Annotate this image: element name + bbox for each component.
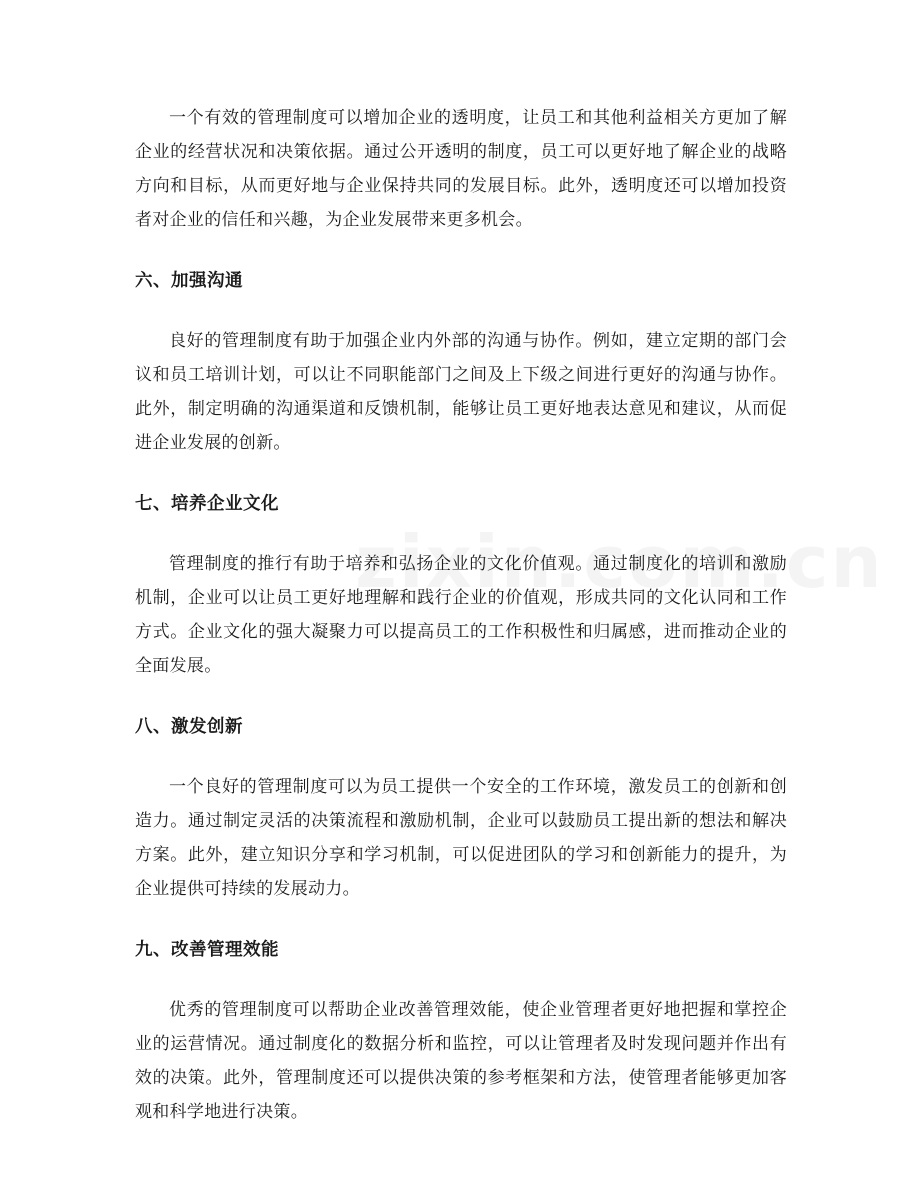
document-page (135, 101, 787, 1129)
section-paragraph-communication: 良好的管理制度有助于加强企业内外部的沟通与协作。例如，建立定期的部门会议和员工培训计划，可以让不同职能部门之间及上下级之间进行更好的沟通与协作。此外，制定明确的沟通渠道和反馈机制，能够让员工更好地表达意见和建议，从而促进企业发展的创新。 (135, 331, 787, 453)
section-heading-culture: 七、培养企业文化 (135, 494, 279, 514)
section-paragraph-innovation: 一个良好的管理制度可以为员工提供一个安全的工作环境，激发员工的创新和创造力。通过制定灵活的决策流程和激励机制，企业可以鼓励员工提出新的想法和解决方案。此外，建立知识分享和学习机制，可以促进团队的学习和创新能力的提升，为企业提供可持续的发展动力。 (135, 777, 787, 899)
section-heading-innovation: 八、激发创新 (135, 717, 243, 737)
intro-paragraph: 一个有效的管理制度可以增加企业的透明度，让员工和其他利益相关方更加了解企业的经营状况和决策依据。通过公开透明的制度，员工可以更好地了解企业的战略方向和目标，从而更好地与企业保持共同的发展目标。此外，透明度还可以增加投资者对企业的信任和兴趣，为企业发展带来更多机会。 (135, 108, 787, 230)
section-paragraph-efficiency: 优秀的管理制度可以帮助企业改善管理效能，使企业管理者更好地把握和掌控企业的运营情况。通过制度化的数据分析和监控，可以让管理者及时发现问题并作出有效的决策。此外，管理制度还可以提供决策的参考框架和方法，使管理者能够更加客观和科学地进行决策。 (135, 1000, 787, 1122)
section-paragraph-culture: 管理制度的推行有助于培养和弘扬企业的文化价值观。通过制度化的培训和激励机制，企业可以让员工更好地理解和践行企业的价值观，形成共同的文化认同和工作方式。企业文化的强大凝聚力可以提高员工的工作积极性和归属感，进而推动企业的全面发展。 (135, 554, 787, 676)
section-heading-communication: 六、加强沟通 (135, 271, 243, 291)
section-heading-efficiency: 九、改善管理效能 (135, 940, 279, 960)
